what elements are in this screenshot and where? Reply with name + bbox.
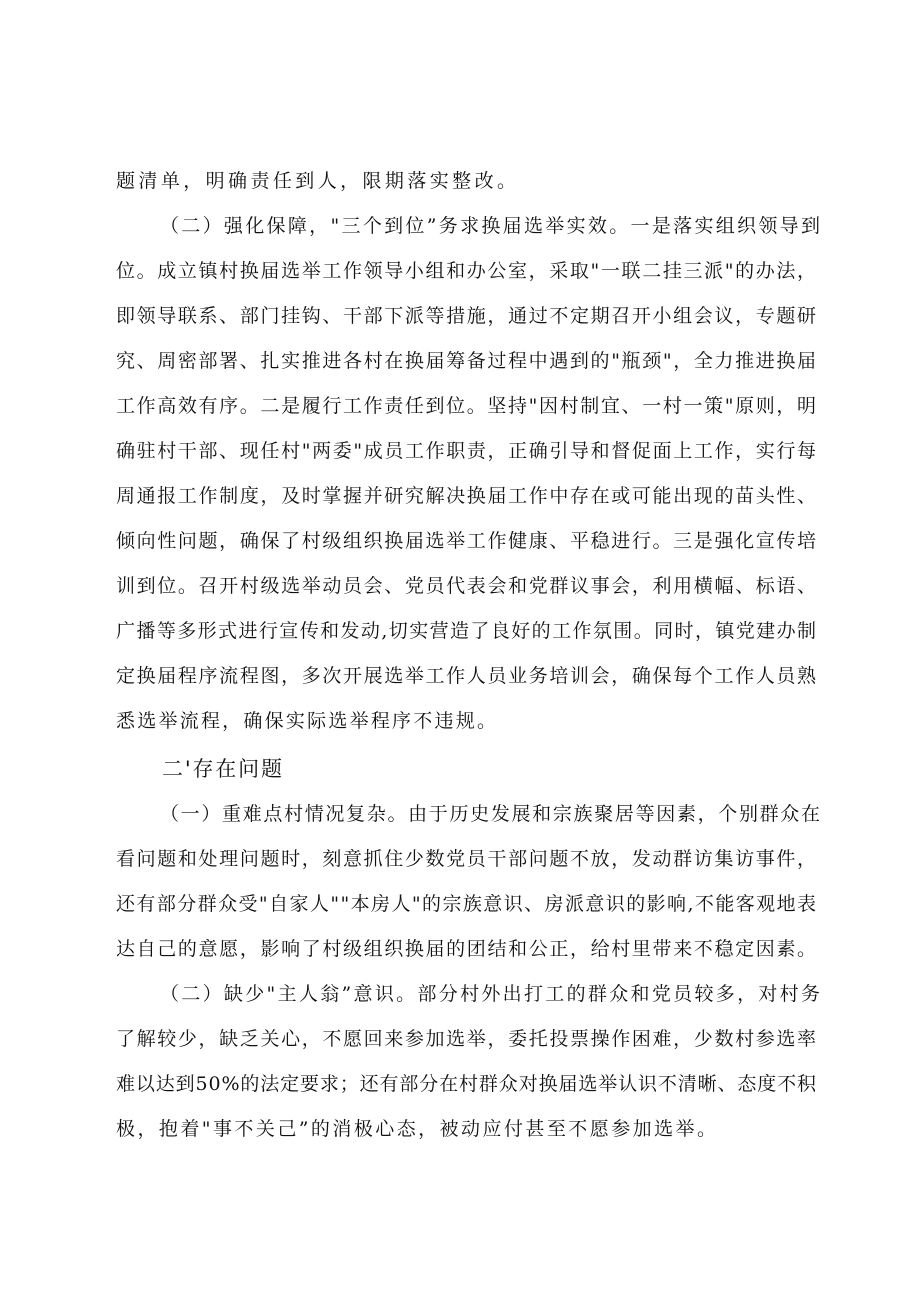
- text-line: [0, 431, 920, 471]
- text-line: [0, 1064, 920, 1104]
- text-line-content: 周通报工作制度，及时掌握并研究解决换届工作中存在或可能出现的苗头性、: [116, 485, 818, 507]
- text-line: [0, 386, 920, 426]
- section-heading: [0, 749, 920, 789]
- text-line: [0, 1109, 920, 1149]
- text-line-content: 极，抱着"事不关己”的消极心态，被动应付甚至不愿参加选举。: [116, 1118, 719, 1140]
- text-line-content: 工作高效有序。二是履行工作责任到位。坚持"因村制宜、一村一策"原则，明: [116, 395, 818, 417]
- text-line-content: 倾向性问题，确保了村级组织换届选举工作健康、平稳进行。三是强化宣传培: [116, 530, 818, 552]
- text-line-content: 了解较少，缺乏关心，不愿回来参加选举，委托投票操作困难，少数村参选率: [116, 1028, 818, 1050]
- text-line: [0, 296, 920, 336]
- text-line-content: 确驻村干部、现任村"两委"成员工作职责，正确引导和督促面上工作，实行每: [116, 440, 818, 462]
- section-heading-text: 二'存在问题: [162, 757, 284, 781]
- text-line-content: 题清单，明确责任到人，限期落实整改。: [116, 170, 520, 192]
- text-line-content: 达自己的意愿，影响了村级组织换届的团结和公正，给村里带来不稳定因素。: [116, 938, 818, 960]
- text-line-content: （二）强化保障，"三个到位”务求换届选举实效。一是落实组织领导到: [160, 215, 823, 237]
- text-line: [0, 251, 920, 291]
- text-line: [0, 884, 920, 924]
- text-line-content: 位。成立镇村换届选举工作领导小组和办公室，采取"一联二挂三派"的办法，: [116, 260, 818, 282]
- text-line-content: 定换届程序流程图，多次开展选举工作人员业务培训会，确保每个工作人员熟: [116, 665, 818, 687]
- text-line: [0, 611, 920, 651]
- text-line-content: 还有部分群众受"自家人""本房人"的宗族意识、房派意识的影响,不能客观地表: [116, 893, 818, 915]
- text-line-content: 看问题和处理问题时，刻意抓住少数党员干部问题不放，发动群访集访事件，: [116, 848, 818, 870]
- text-line-content: 究、周密部署、扎实推进各村在换届筹备过程中遇到的"瓶颈"，全力推进换届: [116, 350, 818, 372]
- text-line-content: 训到位。召开村级选举动员会、党员代表会和党群议事会，利用横幅、标语、: [116, 575, 818, 597]
- text-line: [0, 1019, 920, 1059]
- text-line: [0, 794, 920, 834]
- text-line-content: （一）重难点村情况复杂。由于历史发展和宗族聚居等因素，个别群众在: [160, 803, 822, 825]
- text-line-content: 即领导联系、部门挂钩、干部下派等措施，通过不定期召开小组会议，专题研: [116, 305, 818, 327]
- text-line: [0, 521, 920, 561]
- text-line: [0, 566, 920, 606]
- text-line: [0, 161, 920, 201]
- text-line: [0, 206, 920, 246]
- text-line: [0, 656, 920, 696]
- text-line-content: 难以达到50%的法定要求；还有部分在村群众对换届选举认识不清晰、态度不积: [116, 1073, 817, 1095]
- text-line-content: （二）缺少"主人翁”意识。部分村外出打工的群众和党员较多，对村务: [160, 983, 823, 1005]
- text-line: [0, 476, 920, 516]
- text-line: [0, 839, 920, 879]
- text-line-content: 广播等多形式进行宣传和发动,切实营造了良好的工作氛围。同时，镇党建办制: [116, 620, 818, 642]
- text-line: [0, 974, 920, 1014]
- text-line-content: 悉选举流程，确保实际选举程序不违规。: [116, 710, 499, 732]
- text-line: [0, 929, 920, 969]
- text-line: [0, 701, 920, 741]
- text-line: [0, 341, 920, 381]
